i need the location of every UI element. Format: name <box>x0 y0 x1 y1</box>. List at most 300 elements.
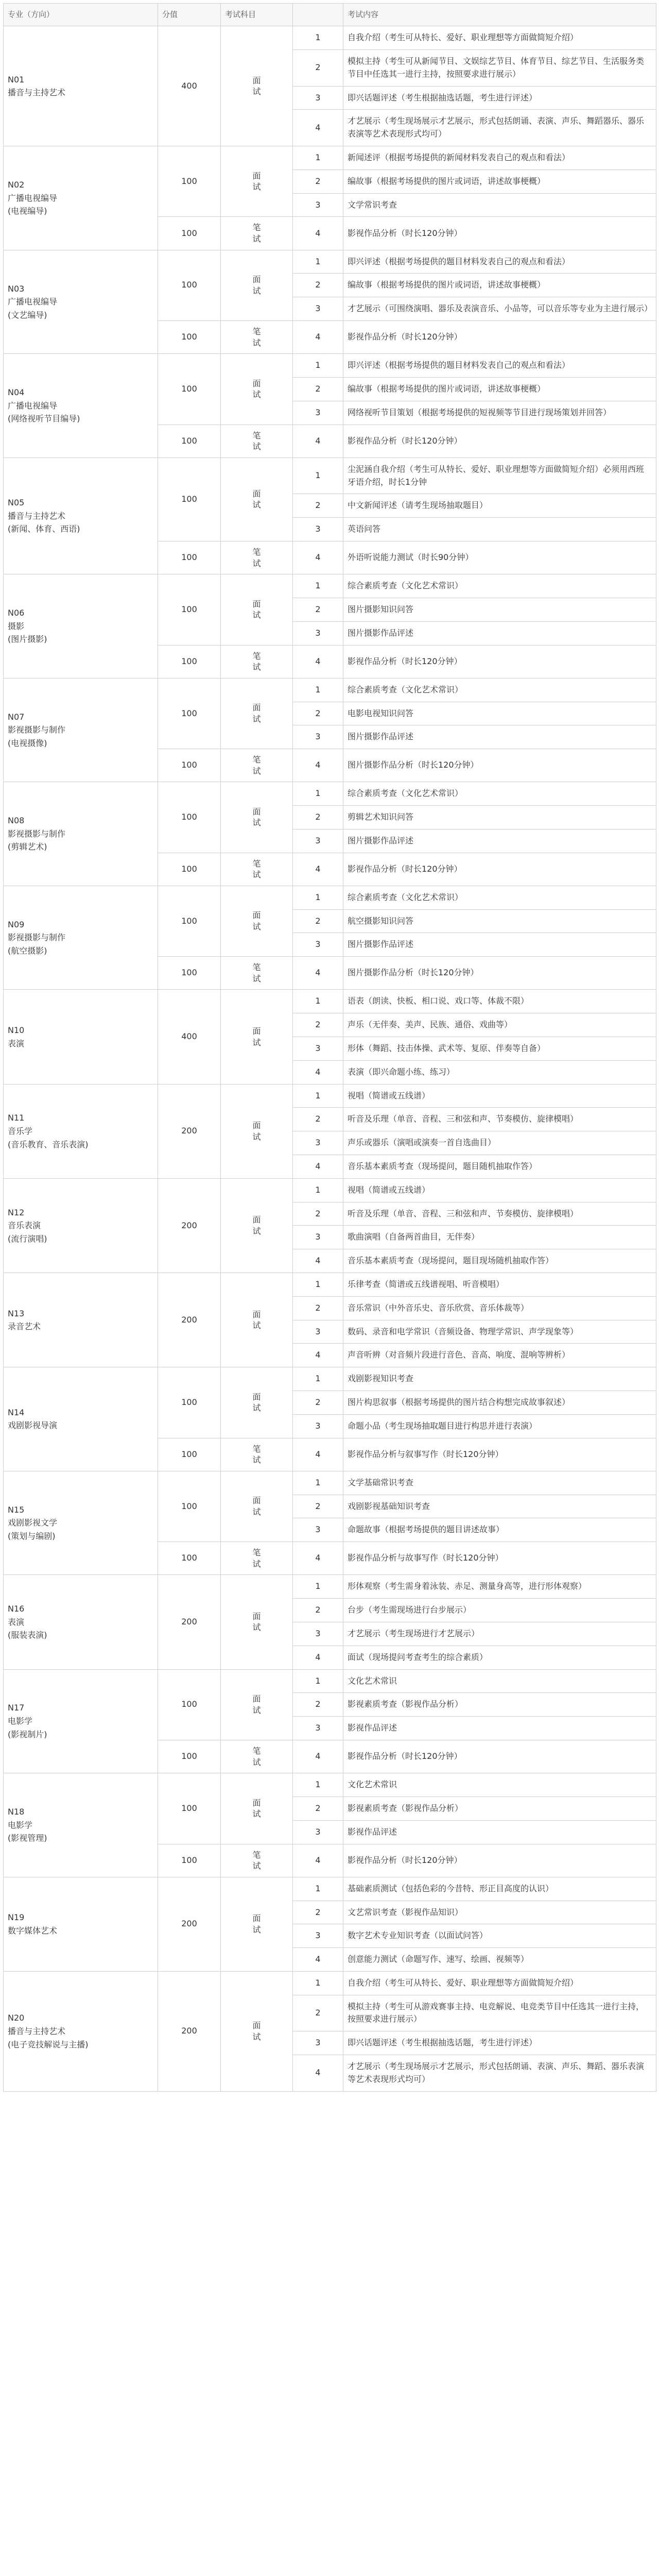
exam-method-cell: 笔 试 <box>221 957 293 990</box>
major-code: N03 <box>8 283 25 294</box>
major-cell <box>4 250 158 354</box>
item-content: 外语听说能力测试（时长90分钟） <box>343 541 656 574</box>
item-number: 2 <box>293 1013 343 1037</box>
major-name: 播音与主持艺术 <box>8 2026 66 2036</box>
item-number: 4 <box>293 853 343 886</box>
item-content: 影视作品分析（时长120分钟） <box>343 321 656 354</box>
score-cell: 100 <box>158 541 221 574</box>
exam-method-cell: 面 试 <box>221 886 293 956</box>
header-subject: 考试科目 <box>221 4 293 26</box>
item-number: 2 <box>293 909 343 933</box>
item-content: 图片摄影作品分析（时长120分钟） <box>343 749 656 782</box>
score-cell: 100 <box>158 957 221 990</box>
item-content: 文化艺术常识 <box>343 1773 656 1797</box>
score-cell: 100 <box>158 886 221 956</box>
score-cell: 100 <box>158 1471 221 1541</box>
exam-method-cell: 笔 试 <box>221 1438 293 1471</box>
item-number: 4 <box>293 425 343 457</box>
item-content: 图片摄影作品评述 <box>343 621 656 645</box>
major-code: N20 <box>8 2013 25 2023</box>
item-number: 4 <box>293 645 343 678</box>
item-content: 音乐基本素质考查（现场提问，题目随机抽取作答） <box>343 1155 656 1179</box>
major-cell <box>4 1669 158 1773</box>
table-row <box>4 1575 656 1599</box>
item-number: 2 <box>293 1797 343 1820</box>
major-cell <box>4 1367 158 1471</box>
exam-method-cell: 笔 试 <box>221 541 293 574</box>
item-number: 1 <box>293 146 343 170</box>
exam-method-cell: 面 试 <box>221 678 293 749</box>
item-number: 1 <box>293 782 343 806</box>
major-code: N05 <box>8 498 25 508</box>
major-cell <box>4 354 158 458</box>
item-number: 2 <box>293 1108 343 1131</box>
item-content: 形体观察（考生需身着泳装、赤足、测量身高等，进行形体观察） <box>343 1575 656 1599</box>
item-content: 综合素质考查（文化艺术常识） <box>343 886 656 909</box>
item-number: 3 <box>293 1622 343 1646</box>
item-number: 2 <box>293 50 343 87</box>
major-name: 音乐表演 <box>8 1221 41 1231</box>
major-name: (图片摄影) <box>8 634 47 645</box>
header-content: 考试内容 <box>343 4 656 26</box>
item-number: 3 <box>293 1320 343 1344</box>
score-cell: 100 <box>158 1542 221 1575</box>
score-cell: 100 <box>158 425 221 457</box>
item-number: 1 <box>293 1471 343 1495</box>
major-name: 电影学 <box>8 1820 33 1830</box>
item-number: 2 <box>293 170 343 193</box>
exam-method-cell: 面 试 <box>221 1367 293 1438</box>
item-content: 语表（朗读、快板、相口说、戏口等、体裁不限） <box>343 990 656 1013</box>
exam-method-cell: 笔 试 <box>221 425 293 457</box>
item-content: 文学基础常识考查 <box>343 1471 656 1495</box>
item-content: 自我介绍（考生可从特长、爱好、职业理想等方面做简短介绍） <box>343 26 656 50</box>
item-content: 影视作品分析（时长120分钟） <box>343 217 656 250</box>
major-name: 录音艺术 <box>8 1321 41 1332</box>
major-cell <box>4 886 158 990</box>
item-number: 1 <box>293 990 343 1013</box>
major-cell <box>4 1084 158 1178</box>
major-name: (剪辑艺术) <box>8 842 47 852</box>
item-content: 影视作品分析与叙事写作（时长120分钟） <box>343 1438 656 1471</box>
major-name: 广播电视编导 <box>8 297 58 307</box>
exam-method-cell: 面 试 <box>221 1273 293 1367</box>
item-content: 即兴评述（根据考场提供的题目材料发表自己的观点和看法） <box>343 354 656 378</box>
score-cell: 100 <box>158 217 221 250</box>
item-number: 3 <box>293 518 343 541</box>
item-content: 听音及乐理（单音、音程、三和弦和声、节奏模仿、旋律模唱） <box>343 1108 656 1131</box>
item-content: 模拟主持（考生可从新闻节目、文娱综艺节目、体育节目、综艺节目、生活服务类节目中任选其一进行主持，按照要求进行展示） <box>343 50 656 87</box>
item-content: 影视作品评述 <box>343 1820 656 1844</box>
item-number: 3 <box>293 725 343 749</box>
exam-method-cell: 面 试 <box>221 250 293 320</box>
major-name: (电视摄像) <box>8 738 47 748</box>
major-code: N15 <box>8 1504 25 1515</box>
item-content: 即兴话题评述（考生根据抽选话题，考生进行评述） <box>343 2031 656 2055</box>
item-content: 剪辑艺术知识问答 <box>343 806 656 829</box>
table-row <box>4 1367 656 1391</box>
item-number: 1 <box>293 1273 343 1297</box>
item-content: 编故事（根据考场提供的图片或词语，讲述故事梗概） <box>343 377 656 401</box>
exam-method-cell: 面 试 <box>221 1178 293 1273</box>
score-cell: 100 <box>158 1740 221 1773</box>
major-code: N08 <box>8 816 25 826</box>
major-cell <box>4 1877 158 1971</box>
item-number: 3 <box>293 1717 343 1740</box>
major-name: (策划与编剧) <box>8 1531 56 1541</box>
item-content: 才艺展示（考生现场展示才艺展示，形式包括朗诵、表演、声乐、舞蹈、器乐表演等艺术表现形式均可） <box>343 2055 656 2092</box>
item-content: 面试（现场提问考查考生的综合素质） <box>343 1646 656 1669</box>
item-number: 1 <box>293 354 343 378</box>
item-number: 3 <box>293 2031 343 2055</box>
item-number: 4 <box>293 1646 343 1669</box>
item-content: 编故事（根据考场提供的图片或词语，讲述故事梗概） <box>343 170 656 193</box>
major-cell <box>4 1575 158 1669</box>
item-number: 4 <box>293 217 343 250</box>
item-number: 2 <box>293 1901 343 1924</box>
table-row <box>4 1178 656 1202</box>
major-cell <box>4 146 158 250</box>
item-number: 2 <box>293 598 343 621</box>
item-content: 尘泥涵自我介绍（考生可从特长、爱好、职业理想等方面做简短介绍）必须用西班牙语介绍，时长1分钟 <box>343 457 656 494</box>
item-content: 图片摄影作品评述 <box>343 829 656 853</box>
major-cell <box>4 574 158 679</box>
score-cell: 100 <box>158 678 221 749</box>
exam-method-cell: 笔 试 <box>221 645 293 678</box>
item-number: 4 <box>293 957 343 990</box>
score-cell: 100 <box>158 1367 221 1438</box>
score-cell: 100 <box>158 782 221 853</box>
item-number: 4 <box>293 1344 343 1367</box>
item-content: 命题故事（根据考场提供的题目讲述故事） <box>343 1518 656 1542</box>
item-number: 3 <box>293 1924 343 1948</box>
table-row <box>4 990 656 1013</box>
item-content: 才艺展示（考生现场展示才艺展示，形式包括朗诵、表演、声乐、舞蹈器乐、器乐表演等艺术表现形式均可） <box>343 110 656 146</box>
table-row <box>4 1084 656 1108</box>
item-content: 形体（舞蹈、技击体操、武术等、复原、伴奏等自备） <box>343 1037 656 1061</box>
major-cell <box>4 1273 158 1367</box>
item-content: 声乐或器乐（演唱或演奏一首自选曲目） <box>343 1131 656 1155</box>
item-number: 4 <box>293 1844 343 1877</box>
item-content: 基础素质测试（包括色彩的今昔特、形正目高度的认识） <box>343 1877 656 1901</box>
item-content: 听音及乐理（单音、音程、三和弦和声、节奏模仿、旋律模唱） <box>343 1202 656 1226</box>
item-content: 影视作品分析与故事写作（时长120分钟） <box>343 1542 656 1575</box>
score-cell: 100 <box>158 146 221 217</box>
item-content: 命题小品（考生现场抽取题目进行构思并进行表演） <box>343 1414 656 1438</box>
item-number: 1 <box>293 1178 343 1202</box>
major-name: 广播电视编导 <box>8 193 58 203</box>
table-row <box>4 678 656 702</box>
major-name: 戏剧影视文学 <box>8 1518 58 1528</box>
item-number: 1 <box>293 1971 343 1995</box>
major-code: N02 <box>8 179 25 190</box>
score-cell: 100 <box>158 749 221 782</box>
item-number: 1 <box>293 1669 343 1693</box>
exam-method-cell: 面 试 <box>221 574 293 645</box>
item-number: 3 <box>293 1131 343 1155</box>
item-number: 1 <box>293 457 343 494</box>
item-content: 英语问答 <box>343 518 656 541</box>
major-name: (服装表演) <box>8 1630 47 1640</box>
table-row <box>4 26 656 50</box>
exam-method-cell: 面 试 <box>221 1084 293 1178</box>
major-name: 数字媒体艺术 <box>8 1925 58 1936</box>
item-number: 2 <box>293 1495 343 1518</box>
exam-method-cell: 笔 试 <box>221 749 293 782</box>
item-content: 即兴评述（根据考场提供的题目材料发表自己的观点和看法） <box>343 250 656 274</box>
item-number: 4 <box>293 1740 343 1773</box>
major-name: (影视管理) <box>8 1833 47 1843</box>
item-number: 3 <box>293 1226 343 1249</box>
item-content: 影视素质考查（影视作品分析） <box>343 1693 656 1717</box>
major-cell <box>4 990 158 1084</box>
major-name: 电影学 <box>8 1716 33 1726</box>
item-content: 才艺展示（可围绕演唱、器乐及表演音乐、小品等，可以音乐等专业为主进行展示） <box>343 297 656 321</box>
table-row <box>4 574 656 598</box>
header-seq <box>293 4 343 26</box>
exam-method-cell: 面 试 <box>221 354 293 425</box>
item-content: 音乐常识（中外音乐史、音乐欣赏、音乐体裁等） <box>343 1296 656 1320</box>
major-name: (电子竞技解说与主播) <box>8 2039 89 2049</box>
major-name: (网络视听节目编导) <box>8 414 80 424</box>
score-cell: 100 <box>158 853 221 886</box>
score-cell: 200 <box>158 1575 221 1669</box>
item-number: 3 <box>293 1518 343 1542</box>
major-code: N06 <box>8 608 25 618</box>
item-number: 1 <box>293 1877 343 1901</box>
major-code: N07 <box>8 711 25 722</box>
exam-method-cell: 面 试 <box>221 782 293 853</box>
item-number: 2 <box>293 1296 343 1320</box>
score-cell: 100 <box>158 1844 221 1877</box>
major-cell <box>4 782 158 886</box>
score-cell: 200 <box>158 1178 221 1273</box>
major-code: N16 <box>8 1604 25 1614</box>
item-number: 4 <box>293 110 343 146</box>
item-content: 影视作品分析（时长120分钟） <box>343 425 656 457</box>
item-number: 3 <box>293 401 343 425</box>
major-name: (航空摄影) <box>8 945 47 956</box>
item-number: 2 <box>293 1599 343 1622</box>
item-content: 航空摄影知识问答 <box>343 909 656 933</box>
table-row <box>4 250 656 274</box>
item-content: 文化艺术常识 <box>343 1669 656 1693</box>
item-content: 数字艺术专业知识考查（以面试问答） <box>343 1924 656 1948</box>
header-major: 专业（方向） <box>4 4 158 26</box>
score-cell: 100 <box>158 645 221 678</box>
table-row <box>4 1471 656 1495</box>
major-name: 表演 <box>8 1617 25 1627</box>
major-name: 摄影 <box>8 621 25 631</box>
score-cell: 400 <box>158 26 221 146</box>
item-number: 2 <box>293 806 343 829</box>
exam-method-cell: 笔 试 <box>221 1740 293 1773</box>
item-number: 4 <box>293 1249 343 1273</box>
score-cell: 100 <box>158 574 221 645</box>
item-content: 音乐基本素质考查（现场提问，题目现场随机抽取作答） <box>343 1249 656 1273</box>
item-content: 才艺展示（考生现场进行才艺展示） <box>343 1622 656 1646</box>
item-number: 4 <box>293 1155 343 1179</box>
major-code: N18 <box>8 1807 25 1817</box>
table-row <box>4 1971 656 1995</box>
score-cell: 200 <box>158 1084 221 1178</box>
item-number: 2 <box>293 702 343 725</box>
exam-method-cell: 笔 试 <box>221 1542 293 1575</box>
score-cell: 100 <box>158 250 221 320</box>
exam-method-cell: 笔 试 <box>221 217 293 250</box>
major-code: N09 <box>8 919 25 929</box>
item-content: 图片摄影作品分析（时长120分钟） <box>343 957 656 990</box>
major-cell <box>4 1971 158 2091</box>
major-code: N01 <box>8 74 25 84</box>
exam-method-cell: 面 试 <box>221 1773 293 1844</box>
item-number: 3 <box>293 193 343 217</box>
item-content: 图片构思叙事（根据考场提供的图片结合构想完成故事叙述） <box>343 1391 656 1415</box>
item-content: 台步（考生需现场进行台步展示） <box>343 1599 656 1622</box>
item-number: 4 <box>293 1948 343 1972</box>
item-number: 3 <box>293 86 343 110</box>
major-cell <box>4 1178 158 1273</box>
item-content: 文艺常识考查（影视作品知识） <box>343 1901 656 1924</box>
item-content: 图片摄影知识问答 <box>343 598 656 621</box>
exam-method-cell: 面 试 <box>221 26 293 146</box>
table-row <box>4 1273 656 1297</box>
major-code: N17 <box>8 1703 25 1713</box>
major-code: N04 <box>8 387 25 398</box>
item-number: 4 <box>293 749 343 782</box>
item-number: 4 <box>293 2055 343 2092</box>
major-name: 播音与主持艺术 <box>8 88 66 98</box>
major-name: 音乐学 <box>8 1126 33 1136</box>
major-code: N11 <box>8 1113 25 1123</box>
table-row <box>4 1877 656 1901</box>
major-code: N12 <box>8 1207 25 1217</box>
major-name: (流行演唱) <box>8 1233 47 1244</box>
exam-method-cell: 面 试 <box>221 990 293 1084</box>
major-cell <box>4 457 158 574</box>
item-content: 图片摄影作品评述 <box>343 933 656 957</box>
major-code: N14 <box>8 1407 25 1417</box>
major-code: N13 <box>8 1308 25 1318</box>
item-content: 视唱（简谱或五线谱） <box>343 1084 656 1108</box>
item-content: 表演（即兴命题小练、练习） <box>343 1060 656 1084</box>
major-name: (文艺编导) <box>8 310 47 320</box>
item-content: 综合素质考查（文化艺术常识） <box>343 678 656 702</box>
item-content: 影视作品分析（时长120分钟） <box>343 1740 656 1773</box>
item-number: 2 <box>293 1995 343 2031</box>
table-body <box>4 26 656 2091</box>
item-number: 1 <box>293 1575 343 1599</box>
major-name: 影视摄影与制作 <box>8 933 66 943</box>
table-row <box>4 146 656 170</box>
major-name: (音乐教育、音乐表演) <box>8 1139 89 1149</box>
item-content: 戏剧影视知识考查 <box>343 1367 656 1391</box>
score-cell: 100 <box>158 1438 221 1471</box>
item-content: 即兴话题评述（考生根据抽选话题，考生进行评述） <box>343 86 656 110</box>
item-number: 3 <box>293 621 343 645</box>
item-number: 2 <box>293 377 343 401</box>
major-name: 戏剧影视导演 <box>8 1420 58 1431</box>
score-cell: 100 <box>158 321 221 354</box>
major-cell <box>4 1471 158 1575</box>
table-row <box>4 1773 656 1797</box>
item-number: 4 <box>293 541 343 574</box>
item-number: 1 <box>293 250 343 274</box>
score-cell: 100 <box>158 457 221 541</box>
item-content: 影视作品分析（时长120分钟） <box>343 853 656 886</box>
major-code: N10 <box>8 1025 25 1035</box>
item-content: 影视作品分析（时长120分钟） <box>343 645 656 678</box>
item-number: 4 <box>293 1060 343 1084</box>
item-content: 网络视听节目策划（根据考场提供的短视频等节目进行现场策划并回答） <box>343 401 656 425</box>
table-row <box>4 1669 656 1693</box>
item-content: 创意能力测试（命题写作、速写、绘画、视频等） <box>343 1948 656 1972</box>
item-number: 3 <box>293 1037 343 1061</box>
exam-method-cell: 面 试 <box>221 457 293 541</box>
exam-method-cell: 面 试 <box>221 1471 293 1541</box>
item-number: 1 <box>293 1367 343 1391</box>
item-content: 影视素质考查（影视作品分析） <box>343 1797 656 1820</box>
exam-method-cell: 面 试 <box>221 1971 293 2091</box>
score-cell: 100 <box>158 1669 221 1740</box>
item-content: 影视作品评述 <box>343 1717 656 1740</box>
item-number: 1 <box>293 1084 343 1108</box>
exam-method-cell: 笔 试 <box>221 321 293 354</box>
score-cell: 100 <box>158 354 221 425</box>
major-name: (影视制片) <box>8 1729 47 1739</box>
score-cell: 400 <box>158 990 221 1084</box>
table-header-row <box>4 4 656 26</box>
major-name: 广播电视编导 <box>8 400 58 411</box>
item-number: 2 <box>293 494 343 518</box>
item-number: 1 <box>293 678 343 702</box>
score-cell: 200 <box>158 1877 221 1971</box>
item-number: 4 <box>293 1542 343 1575</box>
item-content: 歌曲演唱（自备两首曲目，无伴奏） <box>343 1226 656 1249</box>
major-name: 表演 <box>8 1038 25 1048</box>
item-number: 3 <box>293 829 343 853</box>
item-number: 3 <box>293 1414 343 1438</box>
score-cell: 200 <box>158 1971 221 2091</box>
score-cell: 200 <box>158 1273 221 1367</box>
item-content: 综合素质考查（文化艺术常识） <box>343 782 656 806</box>
header-score: 分值 <box>158 4 221 26</box>
major-name: 影视摄影与制作 <box>8 828 66 839</box>
item-content: 文学常识考查 <box>343 193 656 217</box>
major-cell <box>4 26 158 146</box>
major-name: (电视编导) <box>8 206 47 216</box>
item-number: 2 <box>293 1391 343 1415</box>
item-content: 乐律考查（简谱或五线谱视唱、听音模唱） <box>343 1273 656 1297</box>
item-content: 声乐（无伴奏、美声、民族、通俗、戏曲等） <box>343 1013 656 1037</box>
item-content: 影视作品分析（时长120分钟） <box>343 1844 656 1877</box>
item-content: 电影电视知识问答 <box>343 702 656 725</box>
item-content: 图片摄影作品评述 <box>343 725 656 749</box>
item-content: 模拟主持（考生可从游戏赛事主持、电竞解说、电竞类节目中任选其一进行主持，按照要求进行展示） <box>343 1995 656 2031</box>
item-content: 自我介绍（考生可从特长、爱好、职业理想等方面做简短介绍） <box>343 1971 656 1995</box>
exam-method-cell: 面 试 <box>221 146 293 217</box>
item-number: 1 <box>293 886 343 909</box>
major-cell <box>4 1773 158 1877</box>
item-number: 3 <box>293 1820 343 1844</box>
item-number: 4 <box>293 321 343 354</box>
item-content: 数码、录音和电学常识（音频设备、物理学常识、声学现象等） <box>343 1320 656 1344</box>
item-number: 3 <box>293 933 343 957</box>
item-number: 4 <box>293 1438 343 1471</box>
exam-method-cell: 面 试 <box>221 1877 293 1971</box>
item-number: 3 <box>293 297 343 321</box>
exam-method-cell: 笔 试 <box>221 1844 293 1877</box>
